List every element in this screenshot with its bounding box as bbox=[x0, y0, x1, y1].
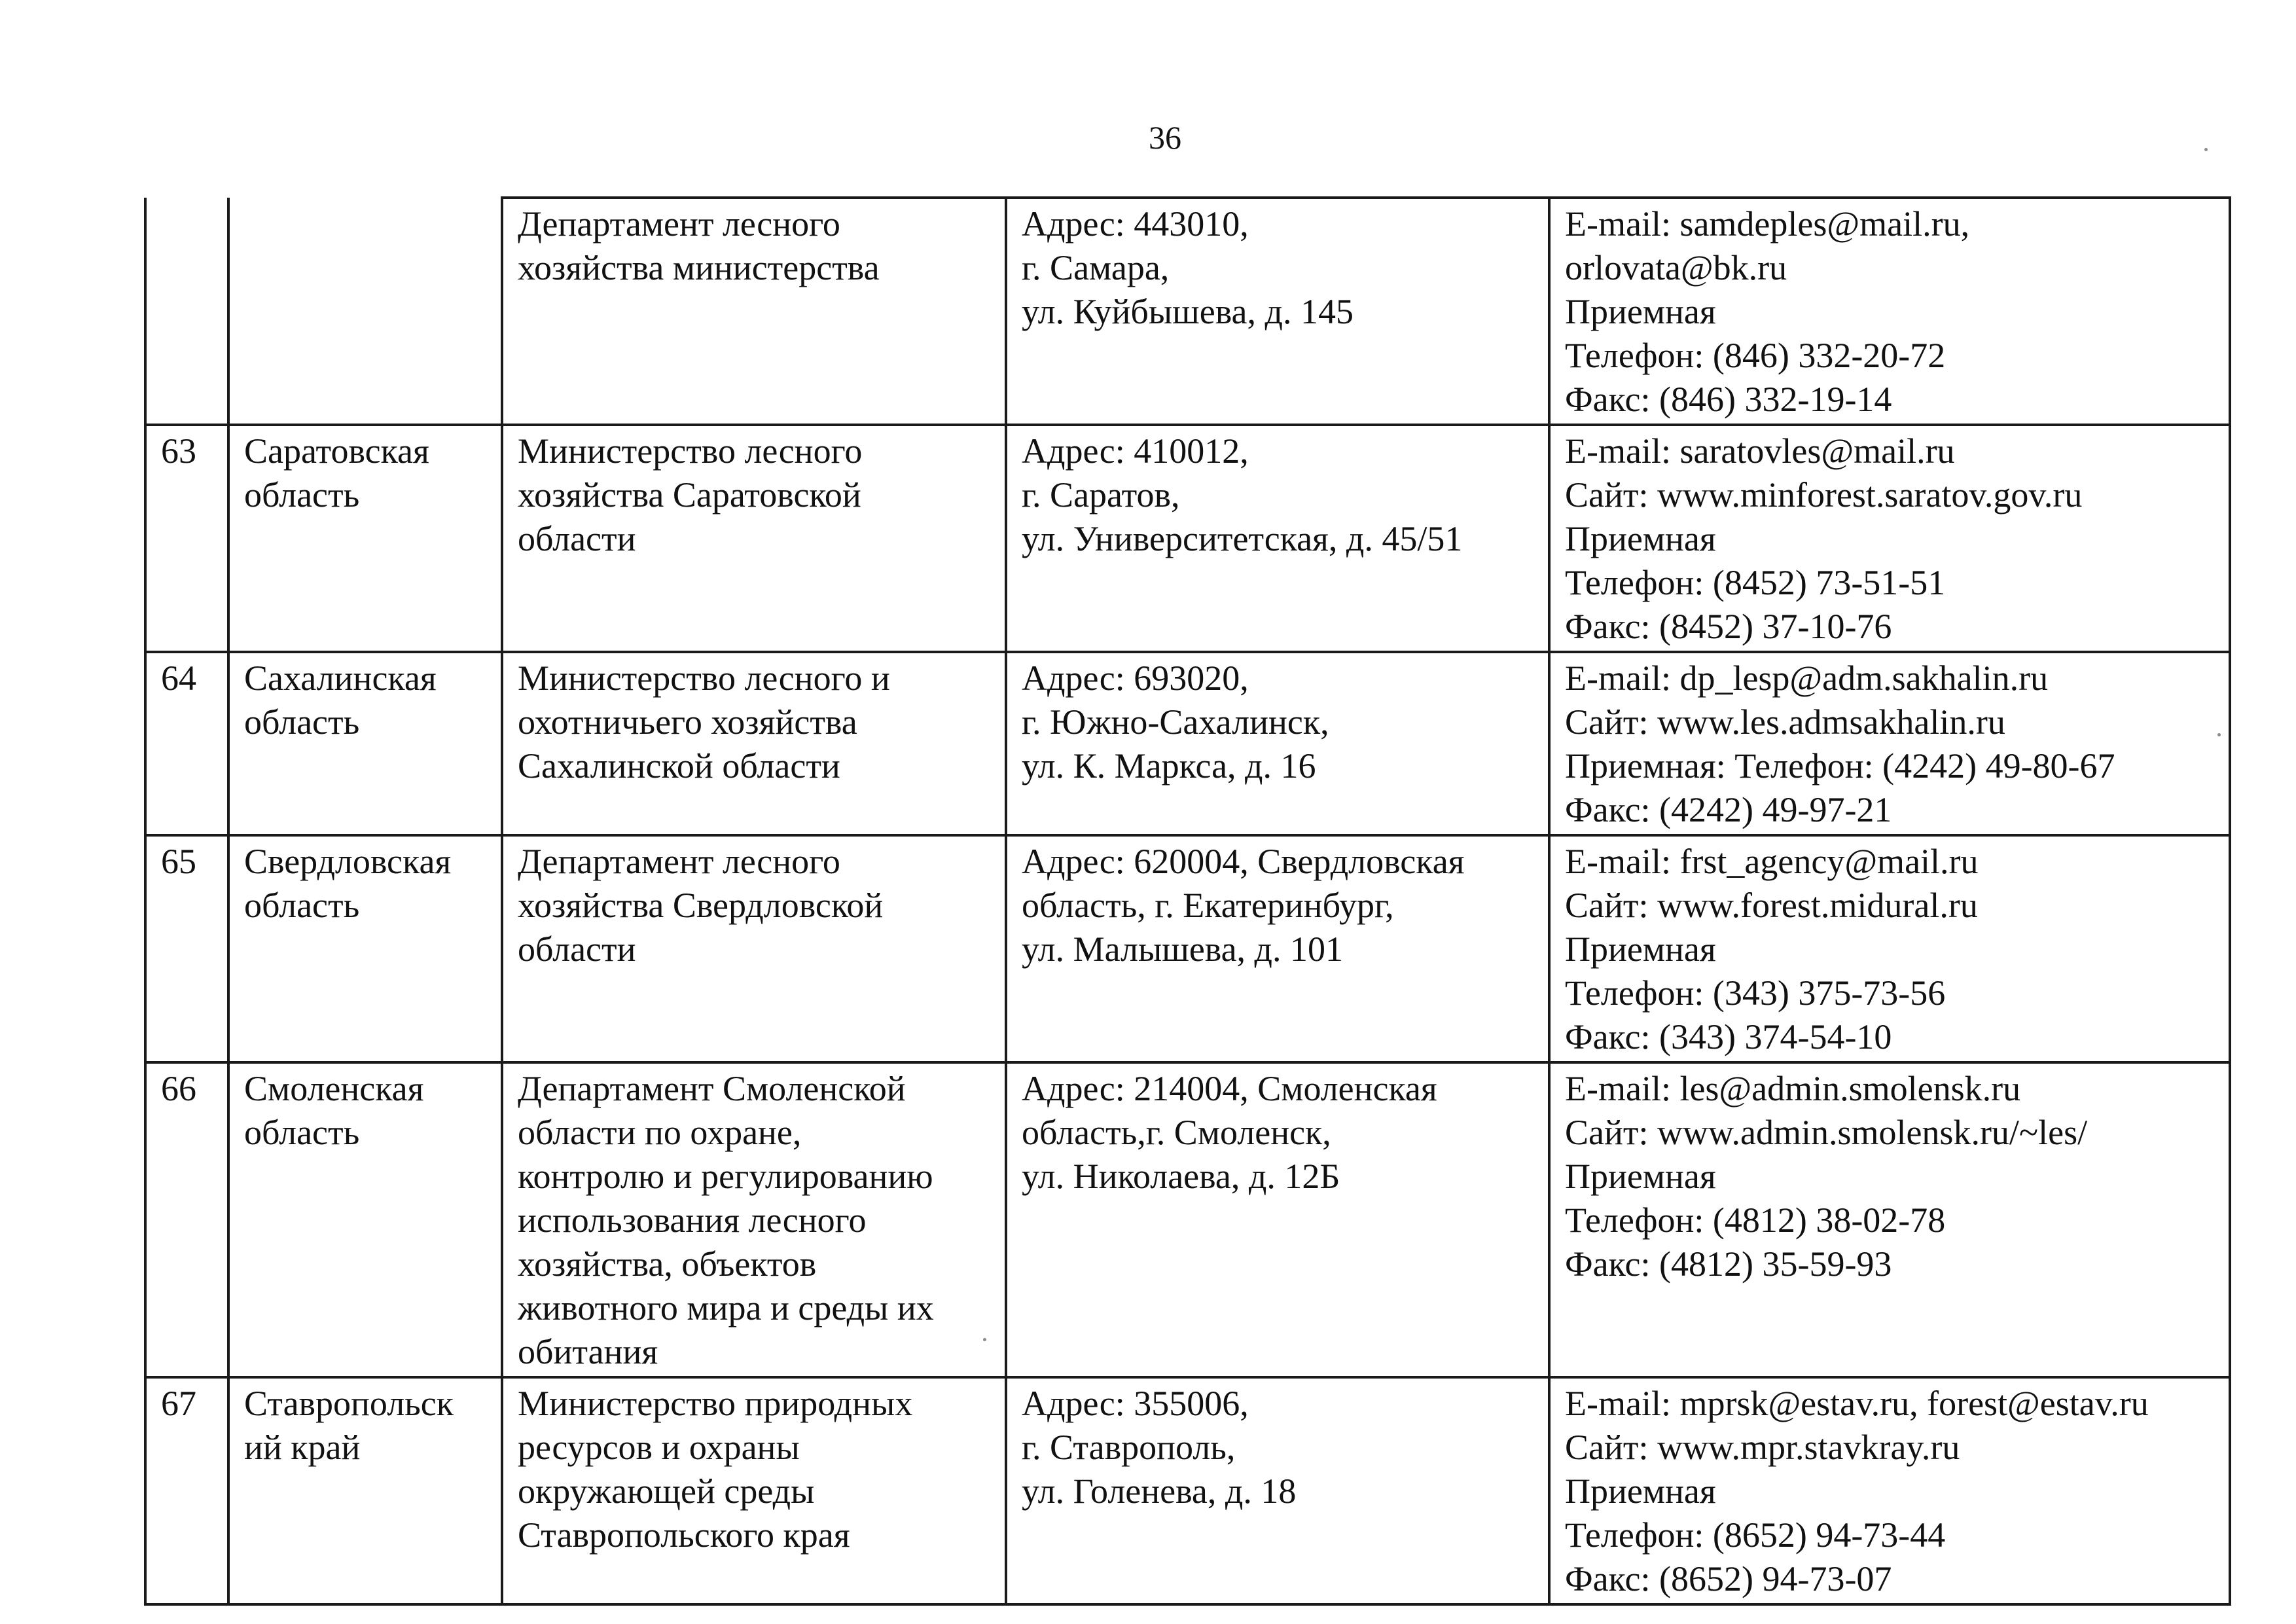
cell-line: Сайт: www.admin.smolensk.ru/~les/ bbox=[1565, 1113, 2088, 1152]
cell-line: orlovata@bk.ru bbox=[1565, 248, 1787, 287]
row-number-cell bbox=[145, 198, 228, 425]
cell-line: окружающей среды bbox=[518, 1471, 815, 1511]
cell-line: Приемная: Телефон: (4242) 49-80-67 bbox=[1565, 746, 2115, 785]
cell-line: Министерство лесного bbox=[518, 431, 863, 471]
table-row bbox=[145, 1377, 2230, 1604]
cell-line: Факс: (343) 374-54-10 bbox=[1565, 1017, 1892, 1056]
authority-cell bbox=[502, 1062, 1006, 1377]
cell-line: E-mail: samdeples@mail.ru, bbox=[1565, 204, 1970, 244]
row-number: 67 bbox=[161, 1384, 196, 1423]
cell-line: Сайт: www.minforest.saratov.gov.ru bbox=[1565, 475, 2083, 514]
cell-line: Телефон: (8452) 73-51-51 bbox=[1565, 563, 1946, 602]
cell-line: Ставропольского края bbox=[518, 1515, 850, 1555]
cell-line: Факс: (4242) 49-97-21 bbox=[1565, 790, 1892, 829]
cell-line: Факс: (8452) 37-10-76 bbox=[1565, 607, 1892, 646]
table-row bbox=[145, 652, 2230, 835]
cell-line: Телефон: (8652) 94-73-44 bbox=[1565, 1515, 1946, 1555]
forestry-authorities-table bbox=[144, 196, 2231, 1606]
region-cell bbox=[228, 652, 502, 835]
cell-line: г. Саратов, bbox=[1022, 475, 1180, 514]
cell-line: Адрес: 620004, Свердловская bbox=[1022, 842, 1465, 881]
cell-line: область bbox=[244, 1113, 360, 1152]
cell-line: Приемная bbox=[1565, 1471, 1716, 1511]
cell-line: ий край bbox=[244, 1428, 361, 1467]
cell-line: Сайт: www.forest.midural.ru bbox=[1565, 886, 1978, 925]
address-cell bbox=[1006, 198, 1549, 425]
cell-line: Смоленская bbox=[244, 1069, 424, 1108]
cell-line: животного мира и среды их bbox=[518, 1288, 934, 1327]
cell-line: Факс: (8652) 94-73-07 bbox=[1565, 1559, 1892, 1598]
row-number-cell bbox=[145, 1377, 228, 1604]
cell-line: Департамент лесного bbox=[518, 204, 840, 244]
cell-line: Министерство лесного и bbox=[518, 659, 890, 698]
cell-line: Приемная bbox=[1565, 929, 1716, 969]
cell-line: ул. К. Маркса, д. 16 bbox=[1022, 746, 1316, 785]
table-row bbox=[145, 425, 2230, 652]
cell-line: охотничьего хозяйства bbox=[518, 702, 857, 742]
cell-line: хозяйства Свердловской bbox=[518, 886, 884, 925]
cell-line: область,г. Смоленск, bbox=[1022, 1113, 1331, 1152]
cell-line: г. Самара, bbox=[1022, 248, 1170, 287]
authority-cell bbox=[502, 198, 1006, 425]
authority-cell bbox=[502, 1377, 1006, 1604]
cell-line: Ставропольск bbox=[244, 1384, 454, 1423]
cell-line: области по охране, bbox=[518, 1113, 802, 1152]
cell-line: Адрес: 443010, bbox=[1022, 204, 1249, 244]
table-body bbox=[145, 198, 2230, 1604]
cell-line: ул. Куйбышева, д. 145 bbox=[1022, 292, 1354, 331]
row-number: 64 bbox=[161, 659, 196, 698]
cell-line: Департамент Смоленской bbox=[518, 1069, 906, 1108]
cell-line: Сахалинская bbox=[244, 659, 437, 698]
authority-cell bbox=[502, 835, 1006, 1062]
cell-line: Адрес: 214004, Смоленская bbox=[1022, 1069, 1437, 1108]
row-number-cell bbox=[145, 425, 228, 652]
cell-line: Телефон: (846) 332-20-72 bbox=[1565, 336, 1946, 375]
table-row bbox=[145, 835, 2230, 1062]
cell-line: Сахалинской области bbox=[518, 746, 840, 785]
cell-line: область bbox=[244, 702, 360, 742]
cell-line: Сайт: www.les.admsakhalin.ru bbox=[1565, 702, 2005, 742]
address-cell bbox=[1006, 1062, 1549, 1377]
cell-line: E-mail: saratovles@mail.ru bbox=[1565, 431, 1955, 471]
cell-line: E-mail: dp_lesp@adm.sakhalin.ru bbox=[1565, 659, 2049, 698]
row-number-cell bbox=[145, 835, 228, 1062]
cell-line: г. Ставрополь, bbox=[1022, 1428, 1236, 1467]
row-number-cell bbox=[145, 652, 228, 835]
address-cell bbox=[1006, 835, 1549, 1062]
address-cell bbox=[1006, 1377, 1549, 1604]
cell-line: Сайт: www.mpr.stavkray.ru bbox=[1565, 1428, 1960, 1467]
cell-line: область, г. Екатеринбург, bbox=[1022, 886, 1394, 925]
cell-line: Факс: (4812) 35-59-93 bbox=[1565, 1244, 1892, 1284]
contacts-cell bbox=[1549, 652, 2230, 835]
contacts-cell bbox=[1549, 1377, 2230, 1604]
cell-line: использования лесного bbox=[518, 1200, 867, 1240]
cell-line: Приемная bbox=[1565, 519, 1716, 558]
cell-line: Адрес: 410012, bbox=[1022, 431, 1249, 471]
cell-line: г. Южно-Сахалинск, bbox=[1022, 702, 1329, 742]
cell-line: Адрес: 355006, bbox=[1022, 1384, 1249, 1423]
cell-line: контролю и регулированию bbox=[518, 1157, 933, 1196]
cell-line: обитания bbox=[518, 1332, 658, 1371]
cell-line: E-mail: frst_agency@mail.ru bbox=[1565, 842, 1979, 881]
contacts-cell bbox=[1549, 198, 2230, 425]
cell-line: Телефон: (4812) 38-02-78 bbox=[1565, 1200, 1946, 1240]
cell-line: области bbox=[518, 929, 636, 969]
cell-line: ул. Университетская, д. 45/51 bbox=[1022, 519, 1463, 558]
address-cell bbox=[1006, 425, 1549, 652]
cell-line: ул. Николаева, д. 12Б bbox=[1022, 1157, 1340, 1196]
contacts-cell bbox=[1549, 425, 2230, 652]
cell-line: Саратовская bbox=[244, 431, 429, 471]
cell-line: Министерство природных bbox=[518, 1384, 913, 1423]
cell-line: Приемная bbox=[1565, 1157, 1716, 1196]
region-cell bbox=[228, 1377, 502, 1604]
cell-line: E-mail: les@admin.smolensk.ru bbox=[1565, 1069, 2021, 1108]
cell-line: хозяйства, объектов bbox=[518, 1244, 817, 1284]
region-cell bbox=[228, 198, 502, 425]
table-row bbox=[145, 1062, 2230, 1377]
page-number: 36 bbox=[1149, 119, 1181, 156]
region-cell bbox=[228, 1062, 502, 1377]
cell-line: ул. Голенева, д. 18 bbox=[1022, 1471, 1297, 1511]
cell-line: Свердловская bbox=[244, 842, 452, 881]
cell-line: ул. Малышева, д. 101 bbox=[1022, 929, 1344, 969]
cell-line: E-mail: mprsk@estav.ru, forest@estav.ru bbox=[1565, 1384, 2149, 1423]
table-row bbox=[145, 198, 2230, 425]
cell-line: Факс: (846) 332-19-14 bbox=[1565, 380, 1892, 419]
authority-cell bbox=[502, 652, 1006, 835]
contacts-cell bbox=[1549, 835, 2230, 1062]
address-cell bbox=[1006, 652, 1549, 835]
cell-line: Приемная bbox=[1565, 292, 1716, 331]
row-number: 65 bbox=[161, 842, 196, 881]
authority-cell bbox=[502, 425, 1006, 652]
contacts-cell bbox=[1549, 1062, 2230, 1377]
cell-line: области bbox=[518, 519, 636, 558]
region-cell bbox=[228, 835, 502, 1062]
row-number: 63 bbox=[161, 431, 196, 471]
cell-line: область bbox=[244, 475, 360, 514]
cell-line: Телефон: (343) 375-73-56 bbox=[1565, 973, 1946, 1013]
cell-line: область bbox=[244, 886, 360, 925]
cell-line: хозяйства Саратовской bbox=[518, 475, 861, 514]
cell-line: ресурсов и охраны bbox=[518, 1428, 800, 1467]
cell-line: Адрес: 693020, bbox=[1022, 659, 1249, 698]
cell-line: хозяйства министерства bbox=[518, 248, 880, 287]
scan-speck bbox=[2204, 148, 2208, 151]
cell-line: Департамент лесного bbox=[518, 842, 840, 881]
region-cell bbox=[228, 425, 502, 652]
row-number-cell bbox=[145, 1062, 228, 1377]
row-number: 66 bbox=[161, 1069, 196, 1108]
